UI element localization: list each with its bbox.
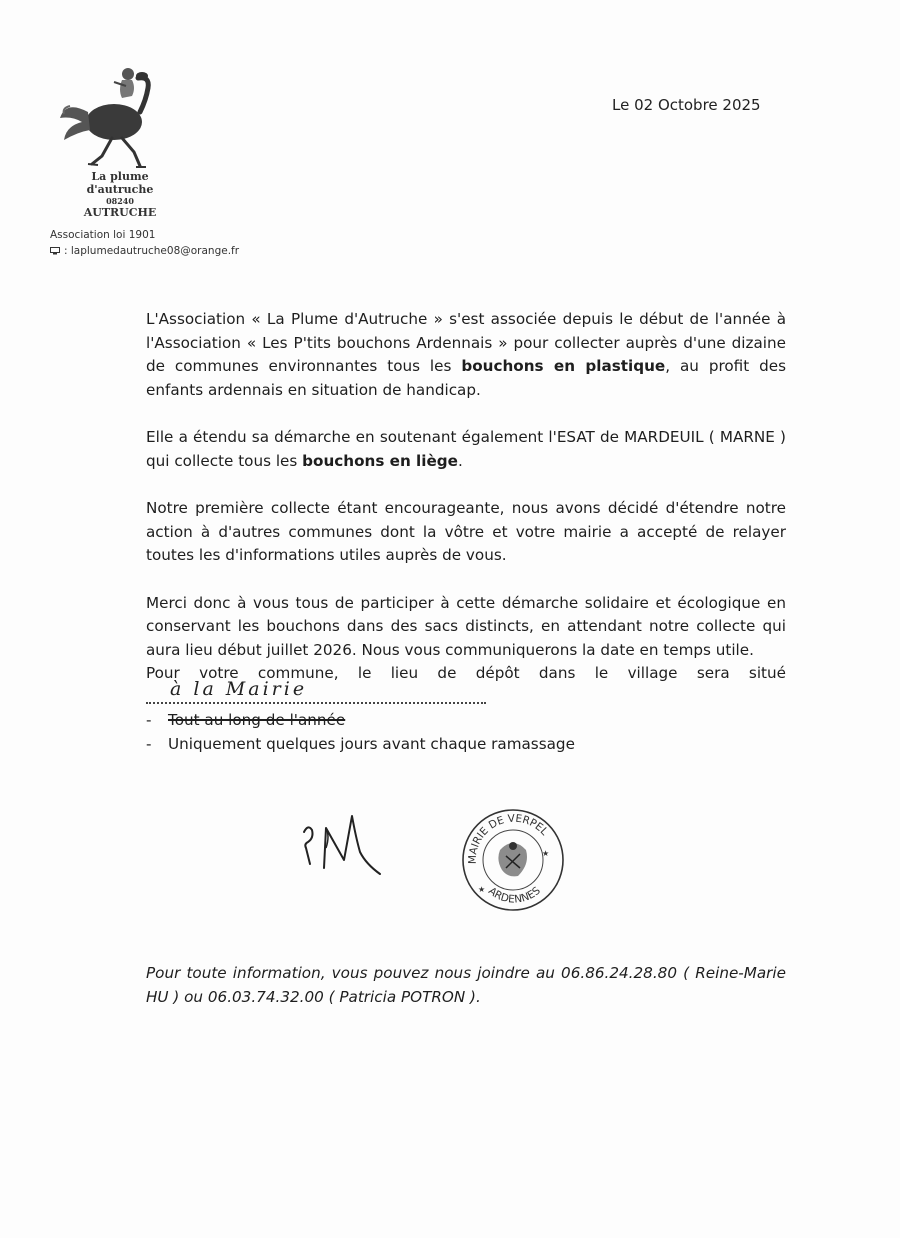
ostrich-logo-icon xyxy=(52,60,162,172)
mairie-stamp-icon xyxy=(458,806,568,914)
letter-date: Le 02 Octobre 2025 xyxy=(612,96,761,114)
paragraph-1: L'Association « La Plume d'Autruche » s'est associée depuis le début de l'année à l'Association « Les P'tits bouchons Ardennais » pour collecter auprès d'une dizaine de communes environnantes tous les bouchons en plastique, au profit des enfants ardennais en situation de handicap. xyxy=(146,310,786,399)
email-row xyxy=(50,243,239,259)
paragraph-2: Elle a étendu sa démarche en soutenant également l'ESAT de MARDEUIL ( MARNE ) qui collecte tous les bouchons en liège. xyxy=(146,428,786,470)
option-all-year-text: Tout au long de l'année xyxy=(168,710,346,729)
option-before-collection-text: Uniquement quelques jours avant chaque ramassage xyxy=(168,734,575,753)
stamp-bottom-text: ARDENNES xyxy=(485,884,543,906)
option-all-year: - Tout au long de l'année xyxy=(146,708,786,732)
association-info xyxy=(50,227,239,259)
option-before-collection: - Uniquement quelques jours avant chaque ramassage xyxy=(146,732,786,756)
contact-information: Pour toute information, vous pouvez nous joindre au 06.86.24.28.80 ( Reine-Marie HU ) ou 06.03.74.32.00 ( Patricia POTRON ). xyxy=(146,964,786,1007)
bold-cork-caps: bouchons en liège xyxy=(302,451,458,470)
paragraph-3: Notre première collecte étant encourageante, nous avons décidé d'étendre notre action à d'autres communes dont la vôtre et votre mairie a accepté de relayer toutes les d'informations utiles auprès de vous. xyxy=(146,499,786,564)
letter-body xyxy=(146,308,786,756)
signature-icon xyxy=(296,808,388,880)
bold-plastic-caps: bouchons en plastique xyxy=(461,357,666,375)
org-postcode: 08240 xyxy=(106,196,134,206)
association-type: Association loi 1901 xyxy=(50,229,156,241)
computer-icon xyxy=(50,247,60,255)
drop-off-location-label: Pour votre commune, le lieu de dépôt dans le village sera situé xyxy=(146,664,786,682)
svg-text:★: ★ xyxy=(542,849,550,858)
org-town: AUTRUCHE xyxy=(83,206,157,219)
paragraph-4: Merci donc à vous tous de participer à cette démarche solidaire et écologique en conservant les bouchons dans des sacs distincts, en attendant notre collecte qui aura lieu début juillet 2026. Nous vous communiquerons la date en temps utile. xyxy=(146,593,786,659)
drop-off-location-field xyxy=(146,677,486,708)
stamp-top-text: MAIRIE DE VERPEL xyxy=(466,812,551,865)
svg-text:★: ★ xyxy=(478,885,486,894)
drop-off-location-value: à la Mairie xyxy=(170,677,308,700)
org-name-line1: La plume d'autruche xyxy=(86,170,154,196)
organization-name xyxy=(60,170,180,219)
email-address: : laplumedautruche08@orange.fr xyxy=(64,245,240,257)
